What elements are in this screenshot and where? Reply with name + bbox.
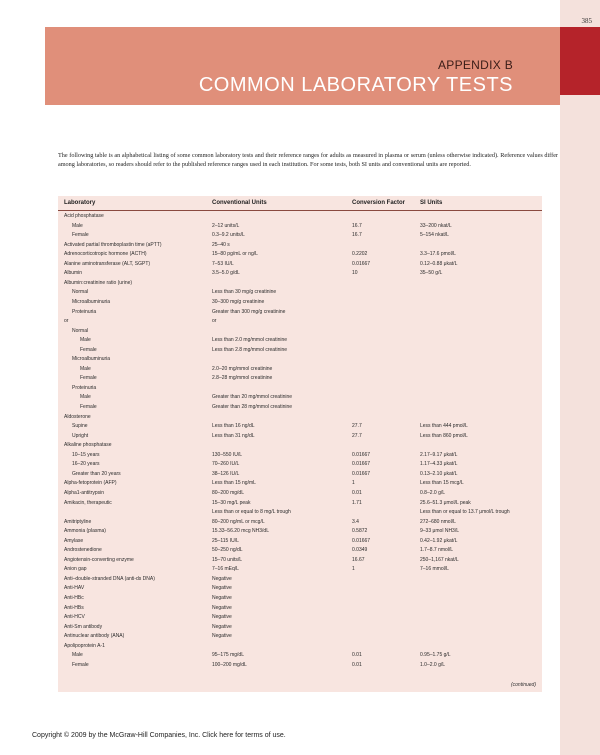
- cell-conversion-factor: 1.71: [352, 499, 362, 506]
- cell-si-units: 1.17–4.33 μkat/L: [420, 461, 458, 468]
- table-row: [58, 374, 542, 383]
- cell-laboratory: Proteinuria: [72, 308, 97, 315]
- cell-conventional-units: 7–53 IU/L: [212, 260, 234, 267]
- cell-conventional-units: 3.5–5.0 g/dL: [212, 270, 240, 277]
- table-row: [58, 661, 542, 670]
- cell-conventional-units: Greater than 20 mg/mmol creatinine: [212, 394, 293, 401]
- table-row: [58, 222, 542, 231]
- cell-si-units: 7–16 mmol/L: [420, 566, 449, 573]
- table-row: [58, 327, 542, 336]
- cell-conventional-units: 50–250 ng/dL: [212, 547, 243, 554]
- cell-laboratory: Albumin:creatinine ratio (urine): [64, 279, 133, 286]
- cell-si-units: Less than or equal to 13.7 μmol/L trough: [420, 509, 510, 516]
- cell-laboratory: Anti-HBs: [64, 604, 84, 611]
- cell-conversion-factor: 0.01: [352, 652, 362, 659]
- cell-conventional-units: Negative: [212, 585, 232, 592]
- table-row: [58, 241, 542, 250]
- cell-conventional-units: 25–115 IU/L: [212, 537, 239, 544]
- cell-conventional-units: Less than or equal to 8 mg/L trough: [212, 509, 291, 516]
- cell-laboratory: Proteinuria: [72, 384, 97, 391]
- table-row: [58, 432, 542, 441]
- cell-laboratory: Alanine aminotransferase (ALT, SGPT): [64, 260, 151, 267]
- cell-conventional-units: 2.0–20 mg/mmol creatinine: [212, 365, 273, 372]
- cell-si-units: 272–680 nmol/L: [420, 518, 456, 525]
- cell-conventional-units: Less than 30 mg/g creatinine: [212, 289, 277, 296]
- cell-conventional-units: Less than 2.8 mg/mmol creatinine: [212, 346, 288, 353]
- cell-conventional-units: Less than 15 ng/mL: [212, 480, 256, 487]
- table-row: [58, 489, 542, 498]
- cell-conversion-factor: 0.5872: [352, 528, 368, 535]
- cell-conversion-factor: 0.01667: [352, 451, 371, 458]
- cell-conversion-factor: 27.7: [352, 432, 362, 439]
- cell-laboratory: Aldosterone: [64, 413, 91, 420]
- cell-laboratory: Antinuclear antibody (ANA): [64, 633, 125, 640]
- table-row: [58, 336, 542, 345]
- table-row: [58, 441, 542, 450]
- cell-si-units: 0.8–2.0 g/L: [420, 489, 446, 496]
- cell-conventional-units: Negative: [212, 614, 232, 621]
- cell-si-units: 1.0–2.0 g/L: [420, 661, 446, 668]
- cell-laboratory: Normal: [72, 327, 89, 334]
- cell-conventional-units: Negative: [212, 633, 232, 640]
- table-row: [58, 613, 542, 622]
- cell-conventional-units: Negative: [212, 604, 232, 611]
- table-row: [58, 642, 542, 651]
- cell-conventional-units: 130–550 IU/L: [212, 451, 243, 458]
- cell-laboratory: Alpha1-antitrypsin: [64, 489, 105, 496]
- cell-laboratory: Anti-HBc: [64, 595, 84, 601]
- cell-conversion-factor: 1: [352, 480, 355, 487]
- cell-laboratory: Supine: [72, 423, 88, 430]
- cell-conventional-units: 95–175 mg/dL: [212, 652, 244, 659]
- header-laboratory: Laboratory: [64, 200, 96, 206]
- cell-laboratory: Anti-HAV: [64, 585, 85, 592]
- cell-conventional-units: 2–12 units/L: [212, 222, 240, 229]
- header-conventional-units: Conventional Units: [212, 200, 267, 206]
- table-row: [58, 413, 542, 422]
- cell-conventional-units: 15–30 mg/L peak: [212, 499, 251, 506]
- cell-conversion-factor: 16.67: [352, 556, 365, 563]
- cell-laboratory: Activated partial thromboplastin time (aPTT): [64, 241, 162, 248]
- copyright-notice[interactable]: Copyright © 2009 by the McGraw-Hill Companies, Inc. Click here for terms of use.: [32, 732, 286, 739]
- cell-laboratory: Anti-Sm antibody: [64, 623, 103, 630]
- lab-table: [58, 196, 542, 692]
- cell-conventional-units: 30–300 mg/g creatinine: [212, 298, 265, 305]
- table-row: [58, 250, 542, 259]
- table-row: [58, 422, 542, 431]
- cell-laboratory: Amylase: [64, 537, 84, 544]
- cell-laboratory: Alkaline phosphatase: [64, 442, 112, 449]
- cell-conversion-factor: 0.01667: [352, 537, 371, 544]
- appendix-label: APPENDIX B: [437, 58, 513, 72]
- table-row: [58, 298, 542, 307]
- cell-laboratory: Male: [72, 652, 83, 659]
- cell-laboratory: Alpha-fetoprotein (AFP): [64, 480, 117, 487]
- cell-laboratory: Ammonia (plasma): [64, 528, 106, 535]
- cell-conventional-units: Negative: [212, 595, 232, 601]
- table-row: [58, 317, 542, 326]
- table-row: [58, 632, 542, 641]
- cell-si-units: 3.3–17.6 pmol/L: [420, 251, 456, 258]
- table-row: [58, 499, 542, 508]
- cell-laboratory: Amitriptyline: [64, 518, 92, 525]
- table-row: [58, 212, 542, 221]
- cell-laboratory: Male: [72, 222, 83, 229]
- cell-conversion-factor: 0.01667: [352, 461, 371, 468]
- cell-conversion-factor: 0.2202: [352, 251, 368, 258]
- cell-conversion-factor: 3.4: [352, 518, 359, 525]
- cell-si-units: 0.42–1.92 μkat/L: [420, 537, 458, 544]
- cell-laboratory: Greater than 20 years: [72, 470, 121, 477]
- cell-conventional-units: Greater than 300 mg/g creatinine: [212, 308, 286, 315]
- cell-conventional-units: 15–80 pg/mL or ng/L: [212, 251, 258, 258]
- cell-conversion-factor: 16.7: [352, 232, 362, 239]
- cell-si-units: 0.12–0.88 μkat/L: [420, 260, 458, 267]
- cell-laboratory: Adrenocorticotropic hormone (ACTH): [64, 251, 147, 258]
- table-row: [58, 518, 542, 527]
- table-row: [58, 565, 542, 574]
- cell-si-units: 0.95–1.75 g/L: [420, 652, 451, 659]
- cell-conventional-units: 2.8–28 mg/mmol creatinine: [212, 375, 273, 382]
- cell-laboratory: 16–20 years: [72, 461, 100, 468]
- table-row: [58, 346, 542, 355]
- cell-conventional-units: Less than 16 ng/dL: [212, 423, 255, 430]
- cell-conventional-units: 0.3–9.2 units/L: [212, 232, 245, 239]
- cell-si-units: 0.13–2.10 μkat/L: [420, 470, 458, 477]
- table-row: [58, 365, 542, 374]
- cell-conventional-units: Negative: [212, 623, 232, 630]
- cell-conventional-units: Greater than 28 mg/mmol creatinine: [212, 404, 293, 410]
- cell-laboratory: Albumin: [64, 270, 83, 277]
- cell-si-units: 250–1,167 nkat/L: [420, 556, 459, 563]
- table-row: [58, 470, 542, 479]
- cell-laboratory: Acid phosphatase: [64, 213, 104, 219]
- cell-laboratory: Apolipoprotein A-1: [64, 642, 105, 649]
- table-row: [58, 403, 542, 412]
- table-row: [58, 384, 542, 393]
- cell-conversion-factor: 0.01667: [352, 470, 371, 477]
- cell-conversion-factor: 16.7: [352, 222, 362, 229]
- header-si-units: SI Units: [420, 200, 443, 206]
- table-row: [58, 269, 542, 278]
- cell-conversion-factor: 27.7: [352, 423, 362, 430]
- table-row: [58, 527, 542, 536]
- cell-conventional-units: 15.33–56.20 mcg NH3/dL: [212, 528, 269, 535]
- table-row: [58, 546, 542, 555]
- cell-laboratory: Anti-HCV: [64, 614, 85, 621]
- cell-conversion-factor: 0.0349: [352, 547, 368, 554]
- table-row: [58, 288, 542, 297]
- cell-conversion-factor: 0.01667: [352, 260, 371, 267]
- table-row: [58, 479, 542, 488]
- cell-conventional-units: Less than 31 ng/dL: [212, 432, 255, 439]
- cell-conversion-factor: 10: [352, 270, 358, 277]
- table-row: [58, 584, 542, 593]
- cell-si-units: 2.17–9.17 μkat/L: [420, 451, 458, 458]
- table-row: [58, 393, 542, 402]
- cell-laboratory: Microalbuminuria: [72, 356, 111, 363]
- table-row: [58, 308, 542, 317]
- cell-laboratory: or: [64, 318, 69, 325]
- cell-conventional-units: 15–70 units/L: [212, 556, 243, 563]
- cell-laboratory: Anti–double-stranded DNA (anti-ds DNA): [64, 575, 155, 582]
- cell-laboratory: Microalbuminuria: [72, 298, 111, 305]
- table-row: [58, 537, 542, 546]
- header-conversion-factor: Conversion Factor: [352, 200, 406, 206]
- cell-laboratory: Female: [72, 232, 89, 239]
- table-row: [58, 651, 542, 660]
- cell-laboratory: Male: [80, 394, 91, 401]
- cell-laboratory: Female: [72, 661, 89, 668]
- header-rule: [58, 210, 542, 211]
- cell-conventional-units: 80–200 ng/mL or mcg/L: [212, 518, 265, 525]
- table-row: [58, 575, 542, 584]
- table-row: [58, 556, 542, 565]
- cell-si-units: 9–33 μmol NH3/L: [420, 528, 460, 535]
- page-number: 385: [581, 17, 592, 25]
- intro-paragraph: The following table is an alphabetical listing of some common laboratory tests and their reference ranges for adults as measured in plasma or serum (unless otherwise indicated). Reference values differ among laboratories, so readers should refer to the published reference ranges used in each institution. For some tests, both SI units and conventional units are reported.: [58, 152, 558, 169]
- cell-si-units: 5–154 nkat/L: [420, 232, 449, 239]
- cell-laboratory: Male: [80, 337, 91, 344]
- cell-conventional-units: 70–260 IU/L: [212, 461, 240, 468]
- cell-si-units: 33–200 nkat/L: [420, 222, 452, 229]
- cell-conventional-units: Negative: [212, 575, 232, 582]
- cell-conversion-factor: 0.01: [352, 661, 362, 668]
- table-row: [58, 594, 542, 603]
- cell-laboratory: Normal: [72, 289, 89, 296]
- appendix-banner: [45, 27, 560, 105]
- cell-laboratory: Angiotensin-converting enzyme: [64, 556, 134, 563]
- continued-note: (continued): [510, 682, 536, 688]
- cell-laboratory: Anion gap: [64, 566, 87, 573]
- table-row: [58, 260, 542, 269]
- cell-conventional-units: 25–40 s: [212, 241, 230, 248]
- cell-conventional-units: 100–200 mg/dL: [212, 661, 247, 668]
- cell-si-units: 25.6–51.3 μmol/L peak: [420, 499, 471, 506]
- table-row: [58, 460, 542, 469]
- cell-conventional-units: 7–16 mEq/L: [212, 566, 239, 573]
- cell-laboratory: Female: [80, 375, 97, 382]
- table-row: [58, 604, 542, 613]
- table-row: [58, 231, 542, 240]
- table-row: [58, 355, 542, 364]
- side-strip: [560, 0, 600, 755]
- table-row: [58, 623, 542, 632]
- cell-si-units: 1.7–8.7 nmol/L: [420, 547, 454, 554]
- cell-conventional-units: 80–200 mg/dL: [212, 489, 244, 496]
- cell-conventional-units: 38–126 IU/L: [212, 470, 240, 477]
- cell-conventional-units: Less than 2.0 mg/mmol creatinine: [212, 337, 288, 344]
- cell-laboratory: Female: [80, 346, 97, 353]
- cell-laboratory: Androstenedione: [64, 547, 102, 554]
- appendix-title: COMMON LABORATORY TESTS: [198, 74, 513, 96]
- cell-conversion-factor: 0.01: [352, 489, 362, 496]
- cell-laboratory: Male: [80, 365, 91, 372]
- cell-si-units: Less than 860 pmol/L: [420, 432, 468, 439]
- table-row: [58, 451, 542, 460]
- table-row: [58, 279, 542, 288]
- cell-laboratory: 10–15 years: [72, 451, 100, 458]
- cell-si-units: Less than 444 pmol/L: [420, 423, 468, 430]
- cell-laboratory: Upright: [72, 432, 89, 439]
- side-tab: [560, 27, 600, 95]
- cell-conventional-units: or: [212, 318, 217, 325]
- cell-si-units: Less than 15 mcg/L: [420, 480, 464, 487]
- cell-laboratory: Female: [80, 404, 97, 410]
- cell-laboratory: Amikacin, therapeutic: [64, 499, 112, 506]
- table-row: [58, 508, 542, 517]
- cell-si-units: 35–50 g/L: [420, 270, 443, 277]
- cell-conversion-factor: 1: [352, 566, 355, 573]
